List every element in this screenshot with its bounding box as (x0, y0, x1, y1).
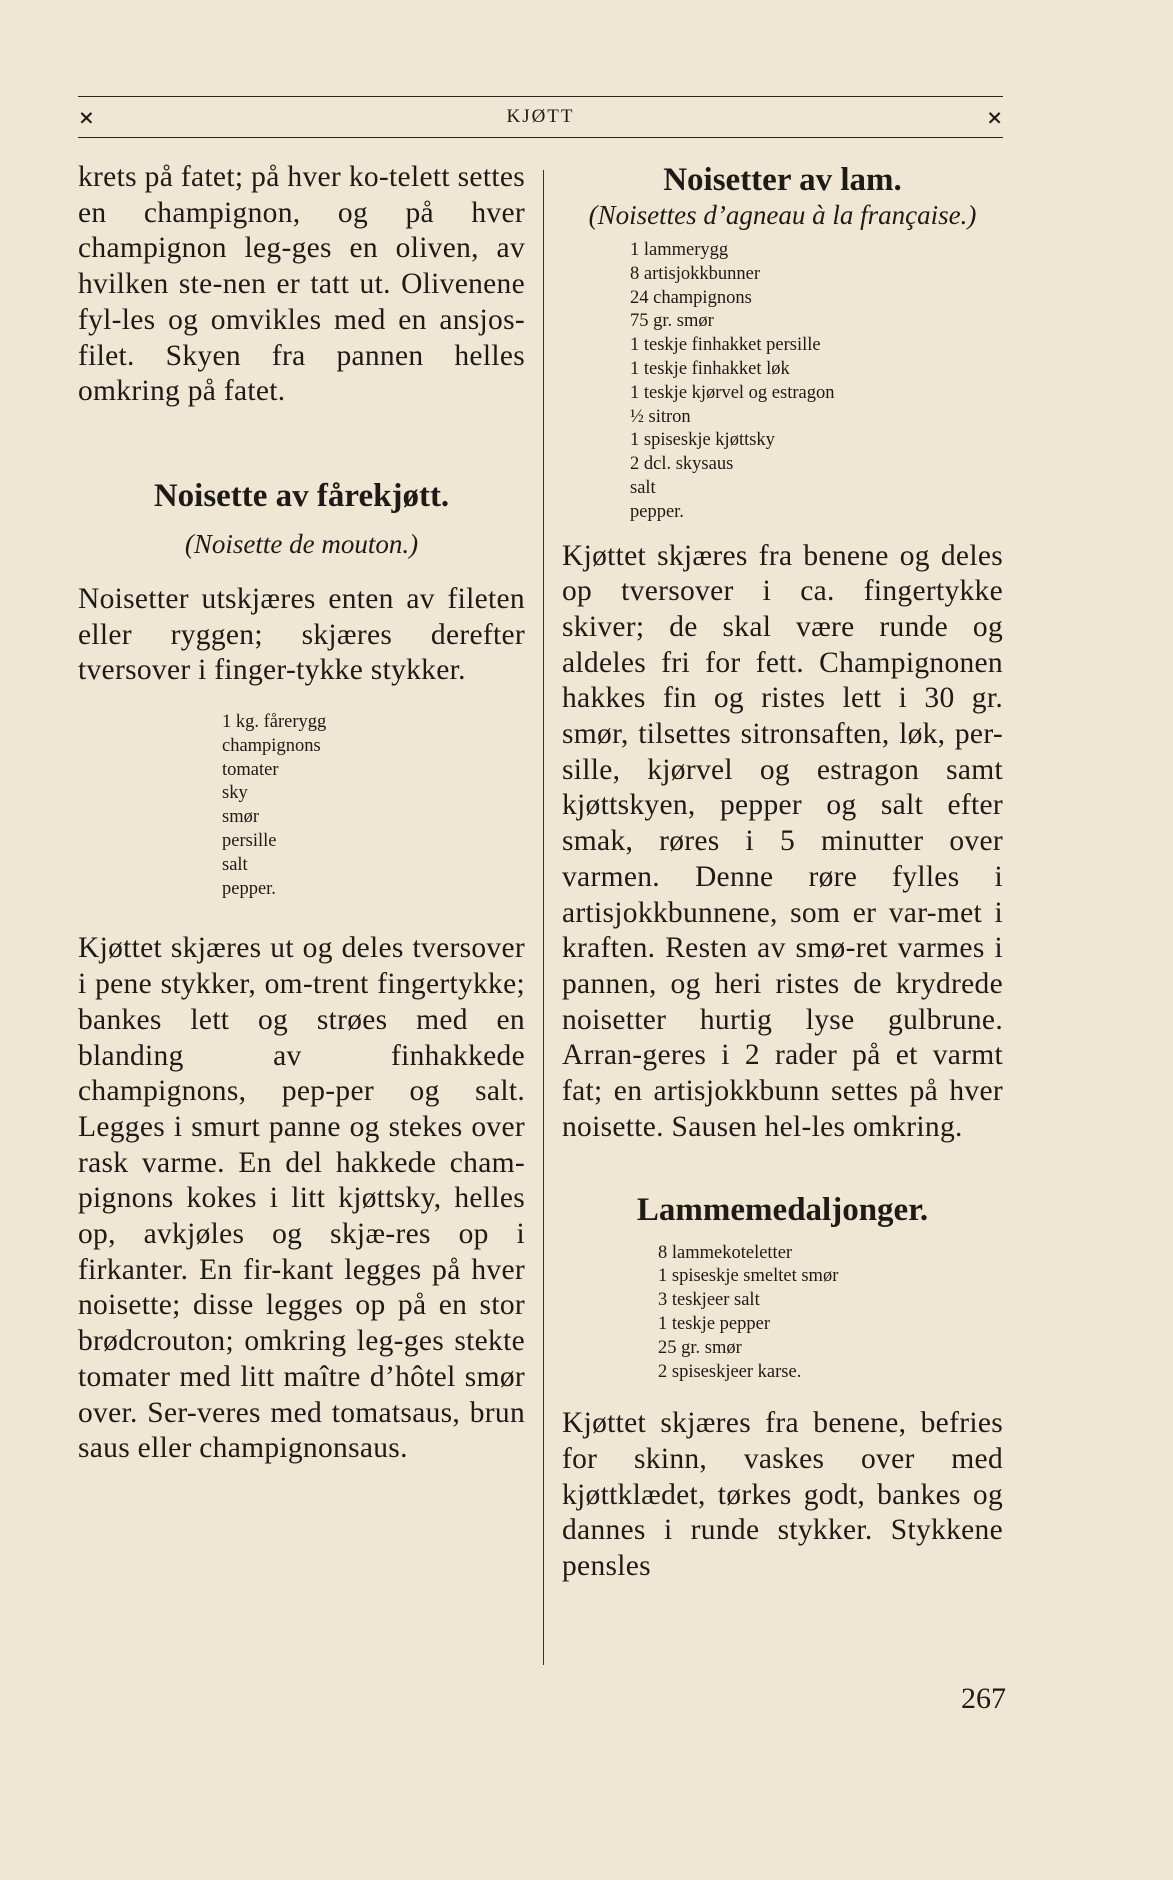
ingredient-item: 1 teskje kjørvel og estragon (630, 382, 835, 403)
header-ornament-left: × (78, 105, 95, 129)
ingredient-item: persille (222, 831, 277, 852)
page-number: 267 (961, 1682, 1006, 1715)
ingredient-item: 75 gr. smør (630, 311, 714, 332)
recipe-method-paragraph: Kjøttet skjæres ut og deles tversover i pene stykker, om-trent fingertykke; bankes lett og strøes med en blanding av finhakkede champignons, pep-per og salt. Legges i smurt panne og stekes over rask varme. En del hakkede cham-pignons kokes i litt kjøttsky, helles op, avkjøles og skjæ-res op i firkanter. En fir-kant legges på hver noisette; disse legges op på en stor brødcrouton; omkring leg-ges stekte tomater med litt maître d’hôtel smør over. Ser-veres med tomatsaus, brun saus eller champignonsaus. (78, 932, 525, 1465)
ingredient-list-noisette-farekjott (222, 711, 525, 901)
ingredient-item: salt (630, 477, 656, 498)
ingredient-list-lammemedaljonger (658, 1242, 1003, 1385)
recipe-title-noisetter-av-lam: Noisetter av lam. (663, 162, 902, 198)
recipe-method-paragraph: Kjøttet skjæres fra benene, befries for skinn, vaskes over med kjøttklædet, tørkes godt, bankes og dannes i runde stykker. Stykkene pensles (562, 1407, 1003, 1583)
ingredient-item: 24 champignons (630, 287, 752, 308)
recipe-subtitle-noisette-de-mouton: (Noisette de mouton.) (184, 528, 419, 559)
ingredient-item: champignons (222, 735, 321, 756)
ingredient-item: salt (222, 854, 248, 875)
ingredient-item: sky (222, 783, 248, 804)
recipe-intro-paragraph: Noisetter utskjæres enten av fileten eller ryggen; skjæres derefter tversover i finger-tykke stykker. (78, 582, 525, 687)
ingredient-item: 25 gr. smør (658, 1337, 742, 1358)
recipe-title-lammemedaljonger: Lammemedaljonger. (636, 1191, 929, 1228)
ingredient-item: smør (222, 807, 259, 828)
ingredient-list-noisetter-av-lam (630, 239, 1003, 525)
recipe-title-noisette-farekjott: Noisette av fårekjøtt. (153, 477, 450, 514)
ingredient-item: 1 teskje finhakket løk (630, 358, 790, 379)
running-header (78, 96, 1003, 138)
continued-paragraph: krets på fatet; på hver ko-telett settes en champignon, og på hver champignon leg-ges en oliven, av hvilken ste-nen er tatt ut. Olivenene fyl-les og omvikles med en ansjos-filet. Skyen fra pannen helles omkring på fatet. (78, 161, 525, 408)
ingredient-item: 1 teskje pepper (658, 1313, 770, 1334)
ingredient-item: 3 teskjeer salt (658, 1290, 760, 1311)
ingredient-item: 8 lammekoteletter (658, 1242, 793, 1263)
ingredient-item: tomater (222, 759, 279, 780)
left-column (78, 160, 525, 1467)
ingredient-item: 1 teskje finhakket persille (630, 335, 821, 356)
ingredient-item: ½ sitron (630, 406, 691, 427)
ingredient-item: pepper. (630, 501, 684, 522)
ingredient-item: 1 spiseskje smeltet smør (658, 1266, 839, 1287)
header-ornament-right: × (986, 105, 1003, 129)
ingredient-item: 1 kg. fårerygg (222, 712, 327, 733)
right-column (562, 160, 1003, 1585)
column-divider (543, 170, 544, 1665)
ingredient-item: pepper. (222, 878, 276, 899)
header-title: KJØTT (506, 106, 575, 127)
ingredient-item: 1 lammerygg (630, 240, 729, 260)
ingredient-item: 8 artisjokkbunner (630, 263, 760, 284)
ingredient-item: 2 dcl. skysaus (630, 454, 734, 475)
ingredient-item: 1 spiseskje kjøttsky (630, 430, 775, 451)
recipe-subtitle-noisettes-dagneau: (Noisettes d’agneau à la française.) (588, 200, 977, 230)
ingredient-item: 2 spiseskjeer karse. (658, 1361, 802, 1382)
recipe-method-paragraph: Kjøttet skjæres fra benene og deles op tversover i ca. fingertykke skiver; de skal være runde og aldeles fri for fett. Champignonen hakkes fin og ristes lett i 30 gr. smør, tilsettes sitronsaften, løk, per-sille, kjørvel og estragon samt kjøttskyen, pepper og salt efter smak, røres i 5 minutter over varmen. Denne røre fylles i artisjokkbunnene, som er var-met i kraften. Resten av smø-ret varmes i pannen, og heri ristes de krydrede noisetter hurtig lyse gulbrune. Arran-geres i 2 rader på et varmt fat; en artisjokkbunn settes på hver noisette. Sausen hel-les omkring. (562, 539, 1003, 1143)
